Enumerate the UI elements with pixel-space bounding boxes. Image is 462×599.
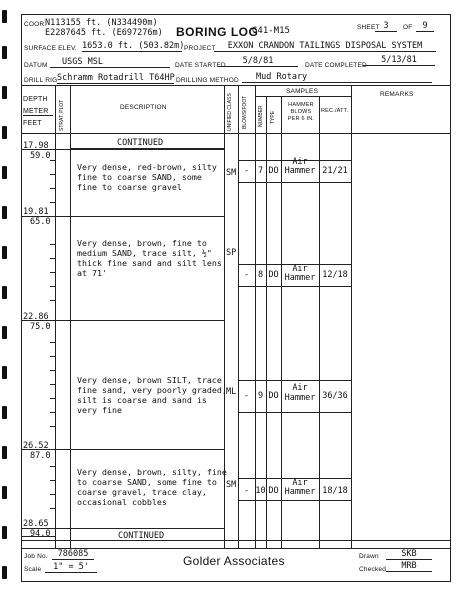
col-strat-plot: STRAT. PLOT: [59, 99, 65, 131]
sample-blows: -: [243, 166, 250, 176]
col-number: NUMBER: [258, 105, 264, 127]
col-type: TYPE: [270, 110, 276, 124]
date-started-label: DATE STARTED: [175, 62, 226, 69]
datum-label: DATUM: [24, 62, 48, 69]
depth-feet: 94.0: [30, 529, 51, 539]
date-started: 5/8/81: [218, 56, 298, 67]
coord-line2: E2287645 ft. (E697276m): [45, 28, 163, 38]
col-unified-class: UNIFIED CLASS: [227, 93, 233, 131]
scale: 1" = 5': [45, 562, 97, 573]
depth-feet: 75.0: [30, 322, 51, 332]
project-label: PROJECT: [184, 45, 216, 52]
sample-blows: -: [243, 486, 250, 496]
coord-line1: N113155 ft. (N334490m): [45, 18, 158, 28]
sample-rec-att: 18/18: [322, 486, 348, 496]
date-completed: 5/13/81: [363, 55, 435, 66]
drawn-label: Drawn: [359, 553, 379, 560]
layer-description: Very dense, brown SILT, trace fine sand, very poorly graded, silt is coarse and sand is very fine: [77, 375, 227, 415]
job-no: 786085: [52, 549, 94, 560]
unified-class: SM: [226, 480, 237, 490]
unified-class: ML: [226, 387, 237, 397]
layer-description: Very dense, brown, silty, fine to coarse SAND, some fine to coarse gravel, trace clay, occasional cobbles: [77, 467, 227, 507]
surface-elev-label: SURFACE ELEV.: [24, 45, 77, 52]
sample-number: 7: [257, 166, 264, 176]
unified-class: SP: [226, 248, 237, 258]
col-feet: FEET: [23, 120, 42, 127]
sample-rec-att: 12/18: [322, 270, 348, 280]
sample-type: DO: [268, 166, 279, 176]
col-samples: SAMPLES: [286, 88, 319, 95]
layer-description: Very dense, red-brown, silty fine to coarse SAND, some fine to coarse gravel: [77, 162, 217, 192]
depth-meter: 26.52: [23, 441, 49, 451]
col-remarks: REMARKS: [380, 91, 414, 98]
sheet-number: 3: [375, 21, 397, 32]
sample-blows: -: [243, 391, 250, 401]
date-completed-label: DATE COMPLETED: [305, 62, 367, 69]
coord-label: COOR.: [24, 21, 47, 28]
boring-id: G41-M15: [252, 26, 290, 36]
project: EXXON CRANDON TAILINGS DISPOSAL SYSTEM: [214, 41, 436, 52]
depth-feet: 65.0: [30, 217, 51, 227]
col-hammer-blows: HAMMER BLOWS PER 6 IN.: [287, 102, 315, 122]
checked-label: Checked: [359, 566, 387, 573]
sample-hammer: Air Hammer: [284, 478, 316, 497]
col-blows-foot: BLOWS/FOOT: [242, 95, 248, 129]
unified-class: SM: [226, 168, 237, 178]
sample-type: DO: [268, 270, 279, 280]
depth-meter: 17.98: [23, 141, 49, 151]
continued-top: CONTINUED: [117, 138, 164, 148]
sheet-label: SHEET: [357, 24, 380, 31]
sample-rec-att: 36/36: [322, 391, 348, 401]
sample-blows: -: [243, 270, 250, 280]
sample-number: 8: [257, 270, 264, 280]
col-depth: DEPTH: [23, 96, 48, 103]
depth-meter: 28.65: [23, 519, 49, 529]
sample-type: DO: [268, 486, 279, 496]
layer-description: Very dense, brown, fine to medium SAND, trace silt, ½" thick fine sand and silt lens at 71': [77, 238, 222, 278]
col-meter: METER: [23, 108, 53, 116]
sample-hammer: Air Hammer: [284, 383, 316, 403]
sample-hammer: Air Hammer: [284, 157, 316, 176]
continued-bottom: CONTINUED: [118, 531, 165, 541]
drill-rig: Schramm Rotadrill T64HP: [57, 73, 175, 83]
depth-feet: 87.0: [30, 451, 51, 461]
drilling-method: Mud Rotary: [242, 72, 432, 83]
drill-rig-label: DRILL RIG: [24, 77, 58, 84]
sheet-of-label: OF: [403, 24, 413, 31]
drilling-method-label: DRILLING METHOD: [176, 77, 239, 84]
company-name: Golder Associates: [183, 554, 285, 568]
sample-rec-att: 21/21: [322, 166, 348, 176]
checked-by: MRB: [386, 561, 432, 572]
page-title: BORING LOG: [176, 25, 259, 39]
sample-number: 10: [255, 486, 266, 496]
surface-elev: 1653.0 ft. (503.82m): [82, 41, 185, 51]
depth-meter: 22.86: [23, 312, 49, 322]
sheet-total: 9: [416, 21, 434, 32]
sample-number: 9: [257, 391, 264, 401]
datum: USGS MSL: [50, 57, 170, 68]
sample-hammer: Air Hammer: [284, 264, 316, 283]
depth-meter: 19.81: [23, 207, 49, 217]
col-description: DESCRIPTION: [120, 104, 167, 111]
job-no-label: Job No.: [24, 553, 48, 560]
depth-feet: 59.0: [30, 151, 51, 161]
sample-type: DO: [268, 391, 279, 401]
drawn-by: SKB: [386, 549, 432, 560]
col-rec-att: REC./ATT.: [321, 108, 349, 114]
scale-label: Scale: [24, 566, 42, 573]
